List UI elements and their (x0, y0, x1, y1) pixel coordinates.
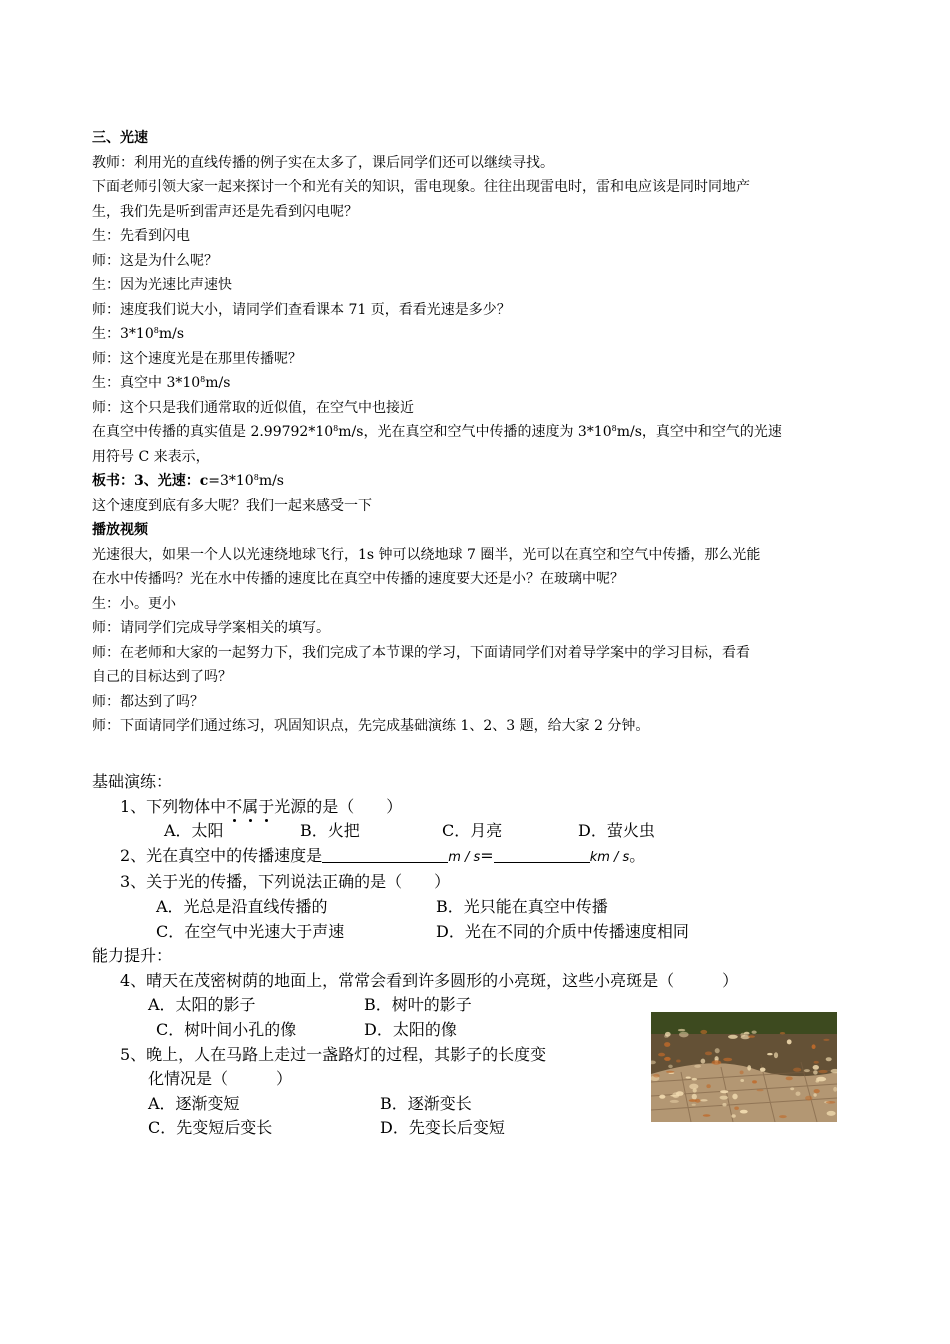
option-c[interactable]: C．月亮 (442, 821, 503, 841)
text-run: m/s，光在真空和空气中传播的速度为 3*10 (338, 424, 612, 440)
light-spot (678, 1029, 685, 1031)
option-d[interactable]: D．萤火虫 (578, 821, 655, 841)
light-spot (813, 1093, 816, 1096)
option-a[interactable]: A．太阳 (164, 821, 224, 841)
photo-drawing (651, 1012, 837, 1122)
question-1 (92, 795, 872, 820)
light-spot (679, 1032, 689, 1038)
light-spot (686, 1077, 691, 1079)
fallen-leaf (823, 1039, 829, 1041)
answer-blank-1[interactable] (322, 846, 448, 863)
exponent: 8 (611, 424, 617, 433)
light-spot (740, 1079, 744, 1082)
fallen-leaf (705, 1052, 712, 1056)
light-spot (826, 1057, 832, 1061)
text-run: 光源的是（ ） (274, 796, 403, 816)
fallen-leaf (826, 1101, 836, 1104)
light-spot (701, 1059, 706, 1064)
fallen-leaf (723, 1058, 732, 1061)
text-run: 在真空中传播的真实值是 2.99792*10 (92, 424, 334, 440)
paragraph-line: 这个速度到底有多大呢？我们一起来感受一下 (92, 497, 372, 514)
exercise-heading: 基础演练： (92, 772, 173, 791)
paragraph-line: 师：这是为什么呢？ (92, 252, 218, 269)
question-5: 化情况是（ ） (148, 1069, 293, 1089)
question-1-options (92, 819, 872, 844)
text-run: 1、下列物体中 (120, 796, 227, 816)
light-spot (692, 1094, 697, 1100)
paragraph-line (92, 371, 864, 396)
light-spot (744, 1032, 750, 1035)
light-spot (827, 1111, 836, 1116)
light-spot (740, 1110, 748, 1114)
option-d[interactable]: D．太阳的像 (364, 1019, 457, 1039)
text-run: m/s (205, 375, 231, 391)
fallen-leaf (703, 1114, 711, 1116)
fallen-leaf (666, 1071, 675, 1073)
blackboard-note (92, 469, 864, 494)
question-3-options (92, 895, 872, 920)
emphasis-char: 不 (226, 795, 242, 820)
light-spot (728, 1035, 738, 1039)
light-spot (816, 1080, 820, 1083)
text-run: 生：真空中 3*10 (92, 375, 201, 391)
option-d[interactable]: D．先变长后变短 (380, 1118, 505, 1138)
fallen-leaf (757, 1089, 764, 1091)
fallen-leaf (700, 1030, 707, 1034)
tree-shade-light-spots-photo (651, 1012, 837, 1122)
light-spot (752, 1031, 757, 1034)
fallen-leaf (664, 1042, 670, 1047)
text-run: 板书：3、光速：c (92, 473, 209, 489)
text-run: =3*10 (208, 473, 254, 489)
option-b[interactable]: B．逐渐变长 (380, 1093, 472, 1113)
exponent: 8 (200, 375, 206, 384)
answer-blank-2[interactable] (494, 846, 590, 863)
paragraph-line: 生：小。更小 (92, 595, 176, 612)
paragraph-line: 教师：利用光的直线传播的例子实在太多了，课后同学们还可以继续寻找。 (92, 154, 554, 171)
option-b[interactable]: B．火把 (300, 821, 360, 841)
option-a[interactable]: A．逐渐变短 (148, 1093, 240, 1113)
question-2 (92, 844, 872, 871)
option-c[interactable]: C．在空气中光速大于声速 (156, 921, 345, 941)
fallen-leaf (689, 1099, 697, 1102)
paragraph-line: 生，我们先是听到雷声还是先看到闪电呢？ (92, 203, 358, 220)
option-a[interactable]: A．光总是沿直线传播的 (156, 896, 328, 916)
exponent: 8 (333, 424, 339, 433)
option-a[interactable]: A．太阳的影子 (148, 995, 256, 1015)
fallen-leaf (653, 1074, 660, 1078)
fallen-leaf (676, 1060, 681, 1063)
lesson-transcript (92, 126, 864, 739)
light-spot (694, 1065, 701, 1068)
emphasis-char: 属 (242, 795, 258, 820)
light-spot (747, 1065, 751, 1071)
fallen-leaf (805, 1096, 812, 1101)
light-spot (774, 1052, 778, 1058)
option-c[interactable]: C．树叶间小孔的像 (156, 1019, 297, 1039)
question-3: 3、关于光的传播，下列说法正确的是（ ） (120, 872, 451, 892)
section-heading: 播放视频 (92, 522, 148, 538)
exponent: 8 (153, 326, 159, 335)
light-spot (692, 1078, 697, 1081)
paragraph-line: 师：这个只是我们通常取的近似值，在空气中也接近 (92, 399, 414, 416)
light-spot (715, 1048, 720, 1053)
paragraph-line: 用符号 C 来表示， (92, 448, 210, 465)
unit-label: km / s (589, 849, 630, 865)
light-spot (804, 1069, 810, 1072)
unit-label: m / s (448, 849, 481, 865)
paragraph-line: 师：都达到了吗？ (92, 693, 204, 710)
light-spot (672, 1092, 679, 1098)
option-b[interactable]: B．树叶的影子 (364, 995, 472, 1015)
fallen-leaf (740, 1071, 744, 1075)
text-run: = (480, 845, 494, 865)
light-spot (720, 1090, 728, 1093)
light-spot (813, 1065, 819, 1070)
fallen-leaf (712, 1060, 722, 1064)
text-run: 。 (629, 845, 646, 865)
paragraph-line: 师：这个速度光是在那里传播呢？ (92, 350, 302, 367)
fallen-leaf (664, 1057, 671, 1061)
light-spot (760, 1068, 766, 1072)
question-3-options (92, 920, 872, 945)
light-spot (790, 1087, 794, 1090)
light-spot (787, 1039, 792, 1044)
light-spot (689, 1084, 698, 1090)
paragraph-line: 生：因为光速比声速快 (92, 277, 232, 293)
exponent: 8 (253, 473, 259, 482)
paragraph-line: 生：先看到闪电 (92, 228, 190, 244)
option-d[interactable]: D．光在不同的介质中传播速度相同 (436, 921, 689, 941)
paragraph-line: 师：下面请同学们通过练习，巩固知识点，先完成基础演练 1、2、3 题，给大家 2 分钟。 (92, 718, 650, 734)
option-b[interactable]: B．光只能在真空中传播 (436, 896, 608, 916)
fallen-leaf (752, 1080, 757, 1083)
light-spot (796, 1092, 801, 1096)
paragraph-line: 在水中传播吗？光在水中传播的速度比在真空中传播的速度要大还是小？在玻璃中呢？ (92, 571, 624, 587)
fallen-leaf (780, 1032, 785, 1034)
fallen-leaf (786, 1077, 793, 1081)
light-spot (692, 1104, 696, 1106)
question-5: 5、晚上，人在马路上走过一盏路灯的过程，其影子的长度变 (120, 1044, 547, 1064)
paragraph-line: 自己的目标达到了吗？ (92, 669, 232, 685)
fallen-leaf (793, 1068, 801, 1072)
light-spot (668, 1065, 673, 1069)
paragraph-line (92, 420, 864, 445)
text-run: m/s (258, 473, 284, 489)
text-run: m/s，真空中和空气的光速 (616, 424, 782, 440)
paragraph-line: 师：速度我们说大小，请同学们查看课本 71 页，看看光速是多少？ (92, 301, 511, 318)
light-spot (731, 1114, 735, 1118)
paragraph-line: 下面老师引领大家一起来探讨一个和光有关的知识，雷电现象。往往出现雷电时，雷和电应该是同时同地产 (92, 179, 750, 195)
fallen-leaf (706, 1084, 710, 1088)
question-4: 4、晴天在茂密树荫的地面上，常常会看到许多圆形的小亮斑，这些小亮斑是（ ） (120, 970, 739, 990)
option-c[interactable]: C．先变短后变长 (148, 1118, 273, 1138)
paragraph-line: 师：在老师和大家的一起努力下，我们完成了本节课的学习，下面请同学们对着导学案中的学习目标，看看 (92, 644, 750, 661)
light-spot (670, 1100, 679, 1103)
fallen-leaf (658, 1053, 665, 1057)
light-spot (664, 1035, 668, 1038)
fallen-leaf (748, 1035, 755, 1037)
fallen-leaf (818, 1070, 827, 1073)
paragraph-line: 光速很大，如果一个人以光速绕地球飞行，1s 钟可以绕地球 7 圈半，光可以在真空和空气中传播，那么光能 (92, 546, 761, 563)
light-spot (700, 1099, 708, 1101)
fallen-leaf (814, 1061, 819, 1064)
fallen-leaf (734, 1107, 739, 1110)
section-heading: 三、光速 (92, 130, 148, 146)
light-spot (722, 1103, 726, 1106)
fallen-leaf (814, 1089, 820, 1093)
fallen-leaf (812, 1044, 816, 1049)
paragraph-line: 师：请同学们完成导学案相关的填写。 (92, 620, 330, 636)
light-spot (659, 1095, 665, 1099)
light-spot (732, 1094, 737, 1100)
text-run: m/s (158, 326, 185, 342)
exercise-heading: 能力提升： (92, 946, 173, 966)
text-run: 生：3*10 (92, 326, 154, 342)
emphasis-char: 于 (258, 795, 274, 820)
text-run: 2、光在真空中的传播速度是 (120, 845, 323, 865)
paragraph-line (92, 322, 864, 347)
light-spot (813, 1070, 818, 1074)
light-spot (720, 1096, 728, 1100)
light-spot (767, 1053, 773, 1055)
fallen-leaf (779, 1115, 787, 1118)
